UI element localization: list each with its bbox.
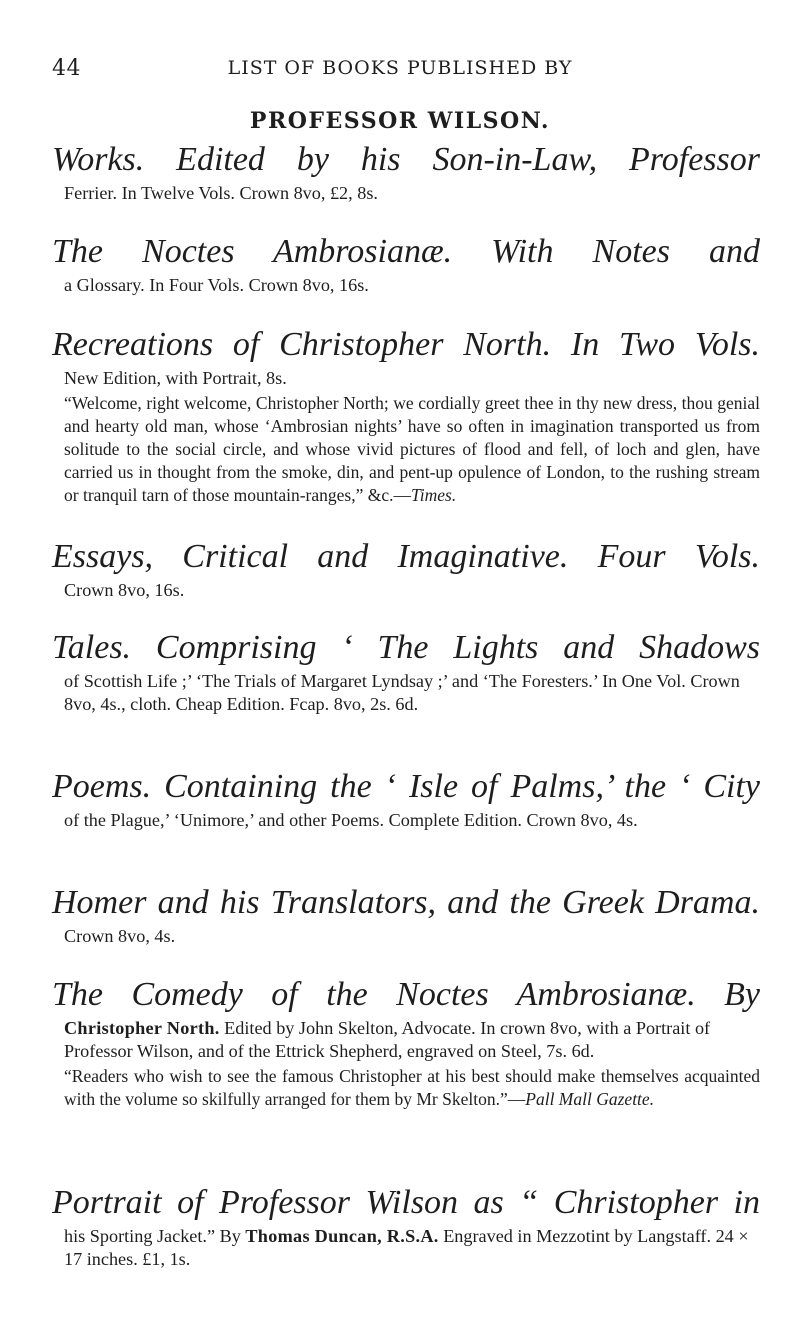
review-quote [64,392,760,507]
section-heading: PROFESSOR WILSON. [249,108,551,134]
quote-source: Times. [411,485,457,505]
entry-details: of the Plague,’ ‘Unimore,’ and other Poems. Complete Edition. Crown 8vo, 4s. [64,810,638,830]
catalogue-entry-works [52,140,760,205]
quote-source: Pall Mall Gazette. [525,1089,655,1109]
entry-details: Ferrier. In Twelve Vols. Crown 8vo, £2, 8s. [64,183,378,203]
entry-details: Crown 8vo, 4s. [64,926,176,946]
entry-title: The Noctes Ambrosianæ. With Notes and [52,233,760,270]
quote-text: “ Welcome, right welcome, Christopher North; we cordially greet thee in thy new dress, thou genial and hearty old man, whose ‘Ambrosian nights’ have so often in imagination transported us from solitude to the social circle, and whose vivid pictures of flood and fell, of loch and glen, have carried us in thought from the smoke, din, and pent-up opulence of London, to the rushing stream or tranquil tarn of those mountain-ranges, ” [64,393,760,505]
author-name: Christopher North. [64,1018,220,1038]
entry-details: New Edition, with Portrait, 8s. [64,368,287,388]
details-text: Edited by John Skelton, Advocate. In crown 8vo, with a Portrait of Professor Wilson, and of the Ettrick Shepherd, engraved on Steel, 7s. 6d. [64,1018,711,1061]
entry-details: Crown 8vo, 16s. [64,580,185,600]
details-text-end: Engraved in Mezzotint by Langstaff. 24 × 17 inches. £1, 1s. [64,1226,749,1269]
entry-title: Portrait of Professor Wilson as “ Christopher in [52,1184,760,1221]
quote-tail: &c.— [363,485,412,505]
catalogue-entry-tales [52,628,760,716]
entry-details: of Scottish Life ;’ ‘The Trials of Margaret Lyndsay ;’ and ‘The Foresters.’ In One Vol. Crown 8vo, 4s., cloth. Cheap Edition. Fcap. 8vo, 2s. 6d. [64,671,740,714]
catalogue-entry-comedy [52,975,760,1111]
catalogue-entry-noctes [52,232,760,297]
catalogue-entry-homer [52,883,760,948]
entry-title: Recreations of Christopher North. In Two Vols. [52,326,760,363]
entry-details: a Glossary. In Four Vols. Crown 8vo, 16s. [64,275,369,295]
review-quote [64,1065,760,1111]
page-number: 44 [52,56,81,81]
quote-text: “ Readers who wish to see the famous Christopher at his best should make themselves acquainted with the volume so skilfully arranged for them by Mr Skelton. ” [64,1066,760,1109]
entry-title: Essays, Critical and Imaginative. Four Vols. [52,538,760,575]
entry-title: The Comedy of the Noctes Ambrosianæ. By [52,976,760,1013]
entry-title: Tales. Comprising ‘ The Lights and Shadows [52,629,760,666]
running-head: LIST OF BOOKS PUBLISHED BY [227,57,573,79]
entry-title: Works. Edited by his Son-in-Law, Professor [52,141,760,178]
entry-title: Poems. Containing the ‘ Isle of Palms,’ the ‘ City [52,768,760,805]
artist-name: Thomas Duncan, R.S.A. [245,1226,439,1246]
quote-tail: — [507,1089,526,1109]
entry-details [64,1225,760,1271]
entry-title: Homer and his Translators, and the Greek Drama. [52,884,760,921]
entry-details [64,1017,760,1063]
details-text: his Sporting Jacket.” By [64,1226,246,1246]
catalogue-entry-poems [52,767,760,832]
catalogue-entry-portrait [52,1183,760,1271]
catalogue-entry-essays [52,537,760,602]
catalogue-entry-recreations [52,325,760,507]
